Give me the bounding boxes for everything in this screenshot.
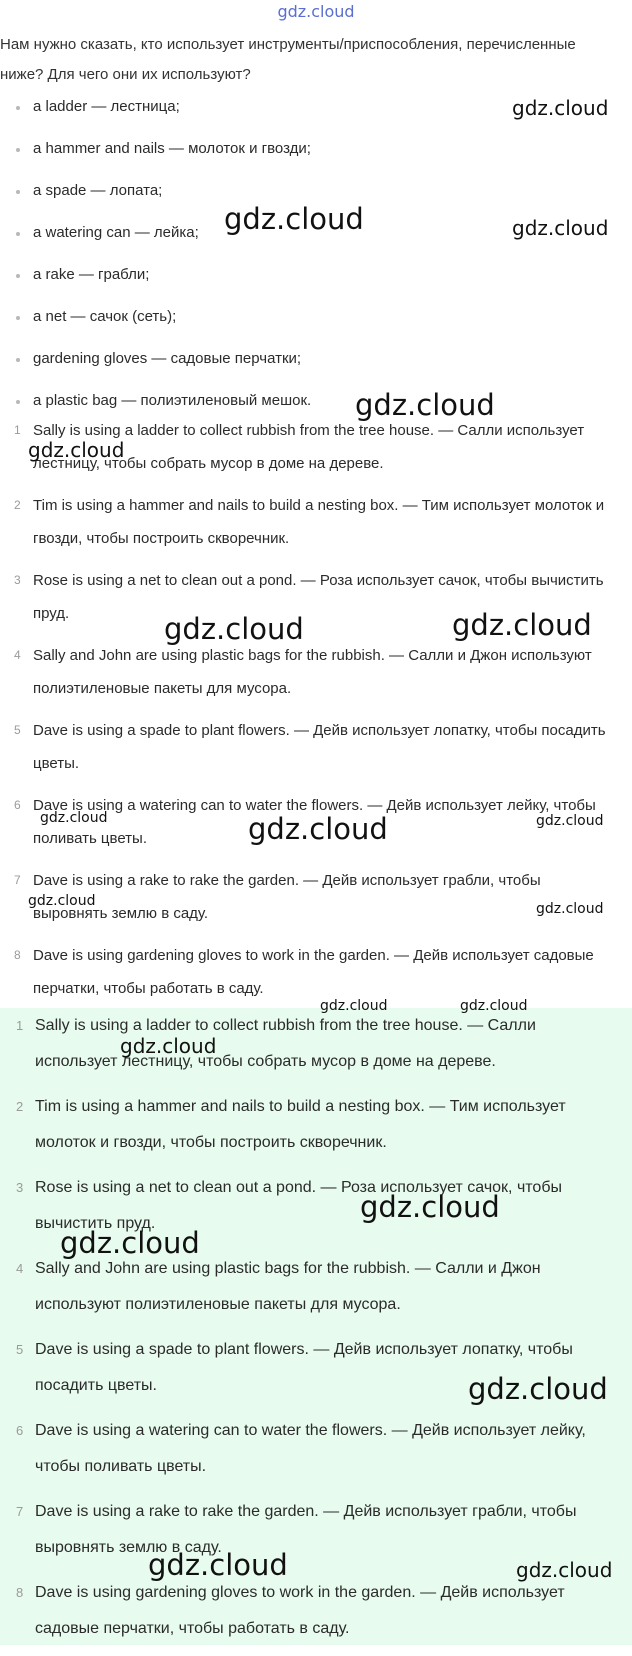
answer-text: Sally is using a ladder to collect rubbish from the tree house. — Салли использует лестницу, чтобы собрать мусор в доме на дереве.: [33, 422, 585, 472]
item-number: 5: [14, 723, 21, 737]
watermark: gdz.cloud: [60, 1226, 200, 1260]
item-number: 5: [16, 1342, 24, 1357]
answer-item: [0, 489, 632, 564]
answer-item: [0, 1089, 632, 1170]
item-number: 8: [14, 948, 21, 962]
answer-text: Dave is using a spade to plant flowers. — Дейв использует лопатку, чтобы посадить цветы.: [35, 1341, 573, 1394]
answer-item: [0, 639, 632, 714]
vocab-item: a net — сачок (сеть);: [0, 302, 632, 344]
answer-item: [0, 939, 632, 1014]
watermark: gdz.cloud: [248, 812, 388, 846]
answer-text: Dave is using a rake to rake the garden. — Дейв использует грабли, чтобы выровнять землю в саду.: [35, 1503, 577, 1556]
vocab-item: a plastic bag — полиэтиленовый мешок.: [0, 386, 632, 428]
answers-list-highlighted: [0, 1008, 632, 1645]
watermark: gdz.cloud: [28, 893, 96, 909]
item-number: 4: [14, 648, 21, 662]
watermark: gdz.cloud: [512, 216, 609, 240]
answer-item: [0, 1251, 632, 1332]
answers-list: [0, 414, 632, 1014]
answer-item: [0, 1413, 632, 1494]
watermark: gdz.cloud: [468, 1372, 608, 1406]
item-number: 8: [16, 1585, 24, 1600]
item-number: 4: [16, 1261, 24, 1276]
watermark: gdz.cloud: [452, 608, 592, 642]
answer-text: Dave is using a rake to rake the garden. — Дейв использует грабли, чтобы выровнять землю в саду.: [33, 872, 541, 922]
answer-text: Dave is using a watering can to water the flowers. — Дейв использует лейку, чтобы поливать цветы.: [33, 797, 596, 847]
watermark: gdz.cloud: [28, 438, 125, 462]
answer-text: Sally and John are using plastic bags for the rubbish. — Салли и Джон используют полиэтиленовые пакеты для мусора.: [33, 647, 592, 697]
vocab-list: [0, 92, 632, 428]
watermark: gdz.cloud: [164, 612, 304, 646]
watermark: gdz.cloud: [40, 810, 108, 826]
watermark: gdz.cloud: [360, 1190, 500, 1224]
answer-text: Rose is using a net to clean out a pond. — Роза использует сачок, чтобы вычистить пруд.: [33, 572, 604, 622]
item-number: 2: [16, 1099, 24, 1114]
item-number: 1: [16, 1018, 24, 1033]
answer-text: Tim is using a hammer and nails to build a nesting box. — Тим использует молоток и гвозди, чтобы построить скворечник.: [35, 1098, 566, 1151]
item-number: 2: [14, 498, 21, 512]
vocab-item: a rake — грабли;: [0, 260, 632, 302]
vocab-item: a hammer and nails — молоток и гвозди;: [0, 134, 632, 176]
answer-text: Dave is using gardening gloves to work in the garden. — Дейв использует садовые перчатки, чтобы работать в саду.: [35, 1584, 565, 1637]
answer-text: Sally and John are using plastic bags for the rubbish. — Салли и Джон используют полиэтиленовые пакеты для мусора.: [35, 1260, 541, 1313]
watermark: gdz.cloud: [148, 1548, 288, 1582]
answer-text: Tim is using a hammer and nails to build a nesting box. — Тим использует молоток и гвозди, чтобы построить скворечник.: [33, 497, 605, 547]
vocab-item: a ladder — лестница;: [0, 92, 632, 134]
answer-item: [0, 1008, 632, 1089]
watermark: gdz.cloud: [320, 998, 388, 1014]
vocab-item: a spade — лопата;: [0, 176, 632, 218]
watermark: gdz.cloud: [355, 388, 495, 422]
watermark: gdz.cloud: [120, 1034, 217, 1058]
item-number: 7: [16, 1504, 24, 1519]
watermark: gdz.cloud: [536, 901, 604, 917]
item-number: 6: [16, 1423, 24, 1438]
item-number: 1: [14, 423, 21, 437]
watermark: gdz.cloud: [460, 998, 528, 1014]
item-number: 6: [14, 798, 21, 812]
answer-item: [0, 1575, 632, 1656]
intro-text: Нам нужно сказать, кто использует инструменты/приспособления, перечисленные ниже? Для чего они их используют?: [0, 36, 576, 83]
vocab-item: gardening gloves — садовые перчатки;: [0, 344, 632, 386]
vocab-item: a watering can — лейка;: [0, 218, 632, 260]
watermark: gdz.cloud: [224, 202, 364, 236]
header-logo[interactable]: gdz.cloud: [277, 2, 355, 21]
answer-text: Dave is using a spade to plant flowers. — Дейв использует лопатку, чтобы посадить цветы.: [33, 722, 606, 772]
answer-text: Dave is using a watering can to water the flowers. — Дейв использует лейку, чтобы поливать цветы.: [35, 1422, 586, 1475]
item-number: 7: [14, 873, 21, 887]
answer-item: [0, 714, 632, 789]
answer-text: Sally is using a ladder to collect rubbish from the tree house. — Салли использует лестницу, чтобы собрать мусор в доме на дереве.: [35, 1017, 536, 1070]
answer-text: Dave is using gardening gloves to work in the garden. — Дейв использует садовые перчатки, чтобы работать в саду.: [33, 947, 594, 997]
watermark: gdz.cloud: [536, 813, 604, 829]
watermark: gdz.cloud: [512, 96, 609, 120]
item-number: 3: [14, 573, 21, 587]
watermark: gdz.cloud: [516, 1558, 613, 1582]
item-number: 3: [16, 1180, 24, 1195]
answer-text: Rose is using a net to clean out a pond. — Роза использует сачок, чтобы вычистить пруд.: [35, 1179, 562, 1232]
